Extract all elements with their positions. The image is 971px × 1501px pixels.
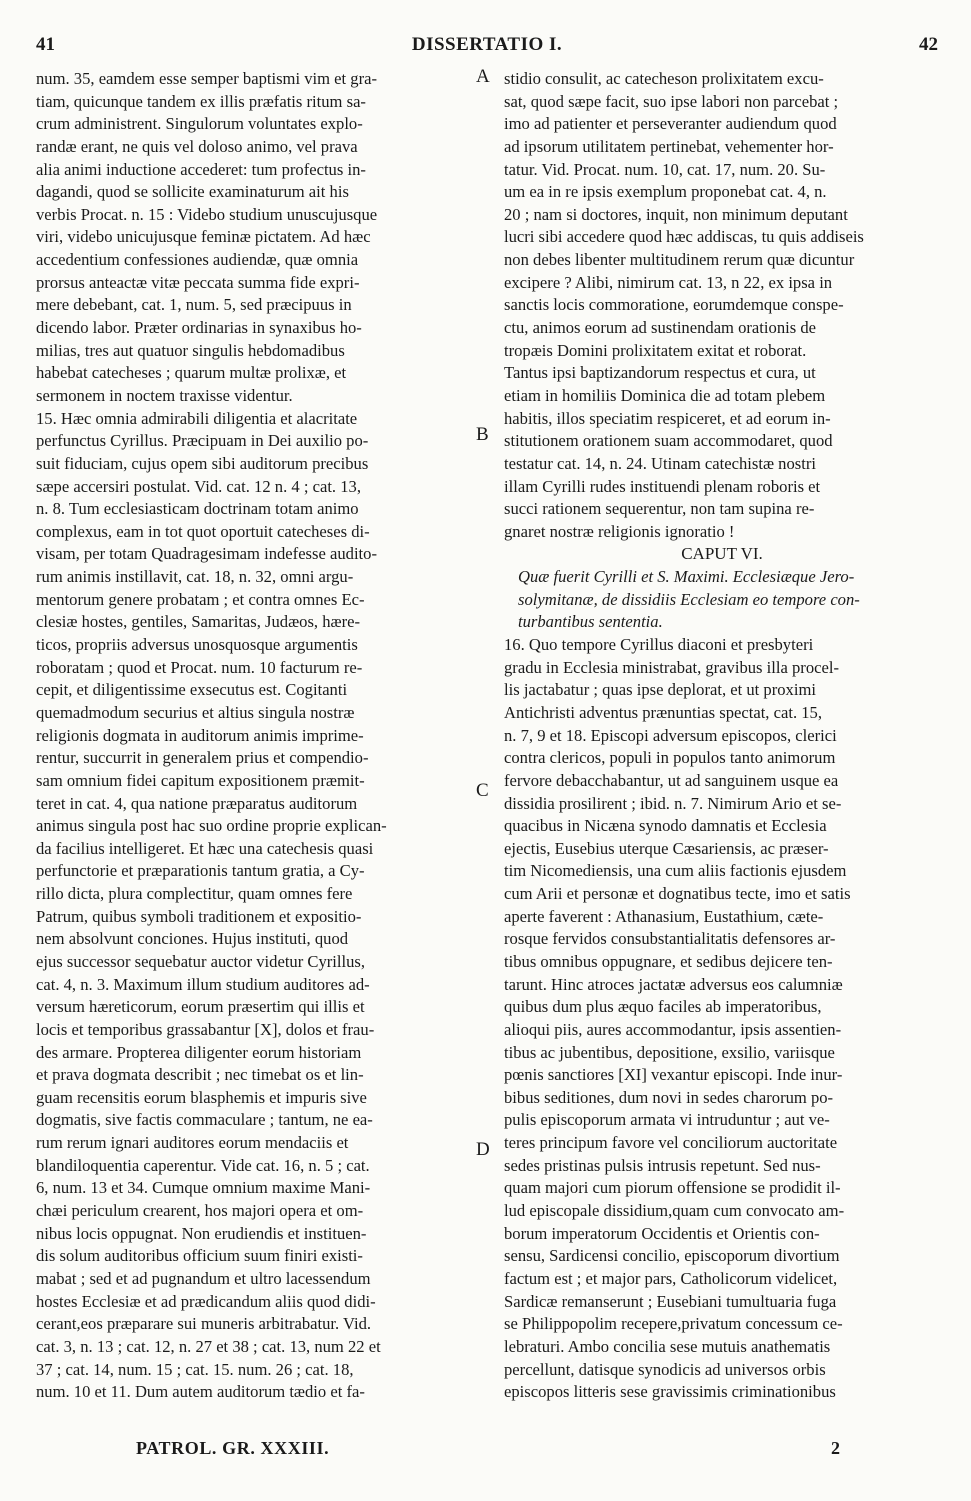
text-line: n. 7, 9 et 18. Episcopi adversum episcopos, clerici (504, 725, 837, 745)
text-line: mere debebant, cat. 1, num. 5, sed præcipuus in (36, 295, 352, 315)
text-line: mentorum genere probatam ; et contra omnes Ec- (36, 589, 365, 609)
margin-marker-a: A (476, 66, 490, 87)
text-line: crum administrent. Singulorum voluntates explo- (36, 114, 363, 134)
subtitle-line: turbantibus sententia. (518, 612, 663, 632)
text-line: visam, per totam Quadragesimam indefesse audito- (36, 544, 377, 564)
text-line: excipere ? Alibi, nimirum cat. 13, n 22, ex ipsa in (504, 272, 833, 292)
text-line: gradu in Ecclesia ministrabat, gravibus illa procel- (504, 657, 839, 677)
text-line: tim Nicomediensis, una cum aliis factionis ejusdem (504, 861, 847, 881)
text-line: episcopos litteris sese gravissimis criminationibus (504, 1382, 836, 1402)
page-header (36, 34, 938, 60)
text-line: cum Arii et personæ et dognatibus tecte, imo et satis (504, 884, 851, 904)
text-line: tatur. Vid. Procat. num. 10, cat. 17, num. 20. Su- (504, 159, 826, 179)
text-line: versum hæreticorum, eorum præsertim qui illis et (36, 997, 365, 1017)
text-line: dissidia prosilirent ; ibid. n. 7. Nimirum Ario et se- (504, 793, 842, 813)
text-line: perfunctus Cyrillus. Præcipuam in Dei auxilio po- (36, 431, 369, 451)
text-line: Sardicæ remanserunt ; Eusebiani tumultuaria fuga (504, 1291, 837, 1311)
text-line: lucri sibi accedere quod hæc addiscas, tu quis addiseis (504, 227, 864, 247)
running-title: DISSERTATIO I. (411, 34, 563, 55)
margin-marker-b: B (476, 424, 489, 445)
text-line: sam omnium fidei capitum expositionem præmit- (36, 770, 365, 790)
text-line: sat, quod sæpe facit, suo ipse labori non parcebat ; (504, 91, 839, 111)
text-line: se Philippopolim recepere,privatum concessum ce- (504, 1314, 843, 1334)
text-line: bibus seditiones, dum novi in sedes charorum po- (504, 1087, 834, 1107)
text-line: num. 35, eamdem esse semper baptismi vim et gra- (36, 69, 378, 88)
text-line: lud episcopale dissidium,quam cum convocato am- (504, 1201, 845, 1221)
text-line: quibus dum plus æquo faciles ab imperatoribus, (504, 997, 822, 1017)
chapter-subtitle (504, 566, 940, 634)
right-column-part-2 (504, 634, 940, 1404)
text-line: rosque fervidos consubstantialitatis defensores ar- (504, 929, 836, 949)
text-line: aperte faverent : Athanasium, Eustathium, cæte- (504, 906, 824, 926)
text-line: cat. 4, n. 3. Maximum illum studium auditores ad- (36, 974, 370, 994)
text-line: sæpe accersiri postulat. Vid. cat. 12 n. 4 ; cat. 13, (36, 476, 361, 496)
page-number-left: 41 (36, 34, 55, 55)
text-line: prorsus anteactæ vitæ peccata summa fide expri- (36, 272, 360, 292)
text-line: rum animis instillavit, cat. 18, n. 32, omni argu- (36, 567, 354, 587)
subtitle-line: solymitanæ, de dissidiis Ecclesiam eo tempore con- (518, 589, 860, 609)
text-line: religionis dogmata in auditorum animis imprime- (36, 725, 364, 745)
text-line: tibus ac jubentibus, depositione, exsilio, variisque (504, 1042, 835, 1062)
text-line: locis et temporibus grassabantur [X], dolos et frau- (36, 1019, 375, 1039)
text-line: quam majori cum piorum offensione se prodidit il- (504, 1178, 841, 1198)
page-footer (36, 1438, 938, 1464)
text-line: viri, videbo unicujusque feminæ pictatem. Ad hæc (36, 227, 371, 247)
text-line: 6, num. 13 et 34. Cumque omnium maxime Mani- (36, 1178, 371, 1198)
text-line: 16. Quo tempore Cyrillus diaconi et presbyteri (504, 635, 814, 655)
text-line: tropæis Domini prolixitatem exitat et roborat. (504, 340, 807, 360)
text-line: des armare. Propterea diligenter eorum historiam (36, 1042, 362, 1062)
text-line: perfunctorie et præparationis tantum gratia, a Cy- (36, 861, 365, 881)
text-line: cepit, et diligentissime exsecutus est. Cogitanti (36, 680, 348, 700)
text-line: 15. Hæc omnia admirabili diligentia et alacritate (36, 408, 358, 428)
subtitle-line: Quæ fuerit Cyrilli et S. Maximi. Ecclesiæque Jero- (518, 567, 855, 587)
text-line: milias, tres aut quatuor singulis hebdomadibus (36, 340, 345, 360)
text-line: factum est ; et major pars, Catholicorum videlicet, (504, 1268, 838, 1288)
text-line: habebat catecheses ; quarum multæ prolixæ, et (36, 363, 347, 383)
chapter-heading: CAPUT VI. (681, 544, 763, 564)
text-line: imo ad patienter et perseveranter audiendum quod (504, 114, 837, 134)
text-line: teres principum favore vel conciliorum auctoritate (504, 1133, 838, 1153)
margin-marker-d: D (476, 1139, 490, 1160)
text-line: dogmatis, sive factis commaculare ; tantum, ne ea- (36, 1110, 373, 1130)
text-line: dicendo labor. Præter ordinarias in synaxibus ho- (36, 318, 362, 338)
text-line: cat. 3, n. 13 ; cat. 12, n. 27 et 38 ; cat. 13, num 22 et (36, 1336, 381, 1356)
text-line: sensu, Sardicensi concilio, episcoporum divortium (504, 1246, 840, 1266)
footer-signature: PATROL. GR. XXXIII. (136, 1438, 330, 1458)
text-line: mabat ; sed et ad pugnandum et ultro lacessendum (36, 1268, 371, 1288)
text-line: ad ipsorum utilitatem pertinebat, vehementer hor- (504, 136, 834, 156)
text-line: fervore debacchabantur, ut ad sanguinem usque ea (504, 770, 839, 790)
text-line: rentur, succurrit in generalem prius et compendio- (36, 748, 369, 768)
text-line: clesiæ hostes, gentiles, Samaritas, Judæos, hære- (36, 612, 360, 632)
text-line: quacibus in Nicæna synodo damnatis et Ecclesia (504, 816, 827, 836)
text-line: lebraturi. Ambo concilia sese mutuis anathematis (504, 1336, 831, 1356)
text-line: n. 8. Tum ecclesiasticam doctrinam totam animo (36, 499, 359, 519)
text-line: lis jactabatur ; quas ipse deplorat, et ut proximi (504, 680, 816, 700)
text-line: alioqui piis, aures accommodantur, ipsis assentien- (504, 1019, 842, 1039)
text-line: accedentium confessiones audiendæ, quæ omnia (36, 250, 359, 270)
right-column-part-1 (504, 68, 940, 543)
text-line: suit fiduciam, cujus opem sibi auditorum precibus (36, 453, 369, 473)
text-line: rillo dicta, plura complectitur, quam omnes fere (36, 884, 353, 904)
text-line: ticos, propriis adversus unosquosque argumentis (36, 635, 358, 655)
text-line: ejectis, Eusebius uterque Cæsariensis, ac præser- (504, 838, 829, 858)
text-line: randæ erant, ne quis vel doloso animo, vel prava (36, 136, 358, 156)
text-line: dis solum auditoribus officium suum finiri existi- (36, 1246, 363, 1266)
text-line: 37 ; cat. 14, num. 15 ; cat. 15. num. 26 ; cat. 18, (36, 1359, 354, 1379)
text-line: quemadmodum securius et altius singula nostræ (36, 702, 355, 722)
text-line: borum imperatorum Occidentis et Orientis con- (504, 1223, 820, 1243)
text-line: et prava dogmata describit ; nec timebat os et lin- (36, 1065, 364, 1085)
text-line: da facilius intelligeret. Et hæc una catechesis quasi (36, 838, 374, 858)
text-line: ctu, animos eorum ad sustinendam orationis de (504, 318, 816, 338)
text-line: um ea in re ipsis exemplum proponebat cat. 4, n. (504, 182, 827, 202)
text-line: nem absolvunt conciones. Hujus instituti, quod (36, 929, 349, 949)
text-line: etiam in homiliis Dominica die ad totam plebem (504, 385, 826, 405)
text-line: hostes Ecclesiæ et ad prædicandum aliis quod didi- (36, 1291, 376, 1311)
text-line: blandiloquentia caperentur. Vide cat. 16, n. 5 ; cat. (36, 1155, 370, 1175)
text-line: stitutionem orationem suam accommodaret, quod (504, 431, 833, 451)
text-line: sanctis locis commoratione, eorumdemque conspe- (504, 295, 844, 315)
text-line: stidio consulit, ac catecheson prolixitatem excu- (504, 69, 824, 88)
text-line: animus singula post hac suo ordine proprie explican- (36, 816, 387, 836)
text-line: sedes pristinas pulsis intrusis repetunt. Sed nus- (504, 1155, 821, 1175)
text-line: habitis, illos speciatim respiceret, et ad eorum in- (504, 408, 831, 428)
text-line: Tantus ipsi baptizandorum respectus et cura, ut (504, 363, 816, 383)
text-line: non debes libenter multitudinem rerum quæ dicuntur (504, 250, 855, 270)
text-line: nibus locis oppugnat. Non erudiendis et instituen- (36, 1223, 367, 1243)
text-line: complexus, eam in tot quot oportuit catecheses di- (36, 521, 370, 541)
text-line: cerant,eos præparare sui muneris arbitrabatur. Vid. (36, 1314, 372, 1334)
right-column (504, 68, 940, 1404)
text-line: testatur cat. 14, n. 24. Utinam catechistæ nostri (504, 453, 816, 473)
text-line: percellunt, datisque synodicis ad universos orbis (504, 1359, 826, 1379)
text-line: pœnis sanctiores [XI] vexantur episcopi. Inde inur- (504, 1065, 843, 1085)
text-line: tiam, quicunque tandem ex illis præfatis ritum sa- (36, 91, 366, 111)
text-line: illam Cyrilli rudes instituendi plenam roboris et (504, 476, 821, 496)
page-number-right: 42 (919, 34, 938, 55)
text-line: rum rerum ignari auditores eorum mendaciis et (36, 1133, 349, 1153)
text-line: pulis episcoporum armata vi intruduntur ; aut ve- (504, 1110, 830, 1130)
text-line: contra clericos, populi in populos tanto animorum (504, 748, 836, 768)
left-column (36, 68, 476, 1404)
text-line: alia animi inductione accederet: tum profectus in- (36, 159, 366, 179)
text-line: sermonem in noctem traxisse videntur. (36, 385, 293, 405)
text-line: gnaret nostræ religionis ignoratio ! (504, 521, 735, 541)
text-line: succi rationem sequerentur, non tam supina re- (504, 499, 815, 519)
text-line: Antichristi adventus prænuntias spectat, cat. 15, (504, 702, 822, 722)
text-line: dagandi, quod se sollicite examinaturum ait his (36, 182, 349, 202)
text-line: num. 10 et 11. Dum autem auditorum tædio et fa- (36, 1382, 365, 1402)
gathering-mark: 2 (831, 1438, 840, 1458)
text-line: chæi periculum crearent, hos majori opera et om- (36, 1201, 364, 1221)
text-line: ejus successor sequebatur auctor videtur Cyrillus, (36, 951, 366, 971)
margin-marker-c: C (476, 780, 489, 801)
text-line: roboratam ; quod et Procat. num. 10 facturum re- (36, 657, 363, 677)
text-line: teret in cat. 4, qua natione præparatus auditorum (36, 793, 358, 813)
text-line: 20 ; nam si doctores, inquit, non minimum deputant (504, 204, 848, 224)
text-line: tibus omnibus oppugnare, et sedibus dejicere ten- (504, 951, 833, 971)
text-line: guam recensitis eorum blasphemis et impuris sive (36, 1087, 367, 1107)
text-line: verbis Procat. n. 15 : Videbo studium unuscujusque (36, 204, 378, 224)
text-line: tarunt. Hinc atroces jactatæ adversus eos calumniæ (504, 974, 843, 994)
text-line: Patrum, quibus symboli traditionem et expositio- (36, 906, 362, 926)
